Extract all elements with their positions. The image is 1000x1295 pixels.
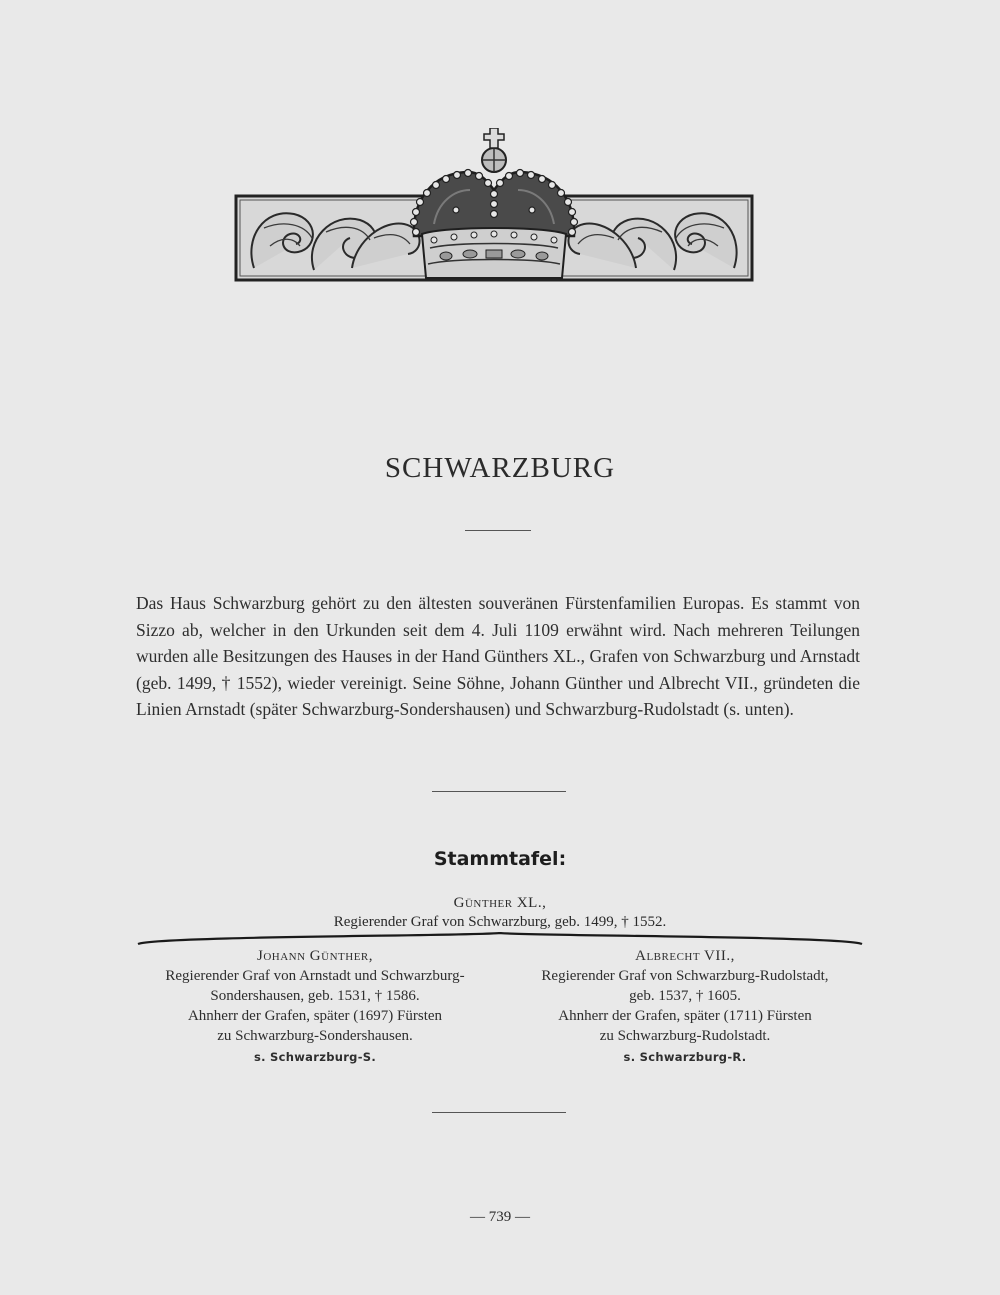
branch-name: Albrecht VII., [635,948,735,964]
branch-line: Ahnherr der Grafen, später (1711) Fürsten [558,1008,812,1024]
branch-line: zu Schwarzburg-Sondershausen. [217,1028,413,1044]
crown-ornament-icon [234,128,754,284]
section-divider [432,791,566,792]
branch-line: zu Schwarzburg-Rudolstadt. [599,1028,771,1044]
cross-reference: s. Schwarzburg-S. [253,1050,377,1064]
cross-reference: s. Schwarzburg-R. [623,1050,747,1064]
branch-line: Ahnherr der Grafen, später (1697) Fürsten [187,1008,443,1024]
genealogy-root [0,894,1000,932]
intro-paragraph: Das Haus Schwarzburg gehört zu den ältesten souveränen Fürstenfamilien Europas. Es stammt von Sizzo ab, welcher in den Urkunden seit dem 4. Juli 1109 erwähnt wird. Nach mehreren Teilungen wurden alle Besitzungen des Hauses in der Hand Günthers XL., Grafen von Schwarzburg und Arnstadt (geb. 1499, † 1552), wieder vereinigt. Seine Söhne, Johann Günther und Albrecht VII., gründeten die Linien Arnstadt (später Schwarzburg-Sondershausen) und Schwarzburg-Rudolstadt (s. unten). [136,593,860,719]
root-description: Regierender Graf von Schwarzburg, geb. 1499, † 1552. [333,914,667,930]
genealogy-branch-right [505,946,865,1067]
page-number: — 739 — [470,1209,530,1225]
stammtafel-heading: Stammtafel: [433,848,567,870]
footer-divider [432,1112,566,1113]
branch-line: Regierender Graf von Arnstadt und Schwarzburg- [165,968,465,984]
branch-name: Johann Günther, [257,948,373,964]
genealogy-branch-left [130,946,500,1067]
genealogy-bracket-line [136,932,864,946]
branch-line: Sondershausen, geb. 1531, † 1586. [210,988,420,1004]
branch-line: Regierender Graf von Schwarzburg-Rudolstadt, [541,968,829,984]
page-title: SCHWARZBURG [384,452,616,484]
branch-line: geb. 1537, † 1605. [629,988,741,1004]
title-divider [465,530,531,531]
root-name: Günther XL., [453,895,547,911]
